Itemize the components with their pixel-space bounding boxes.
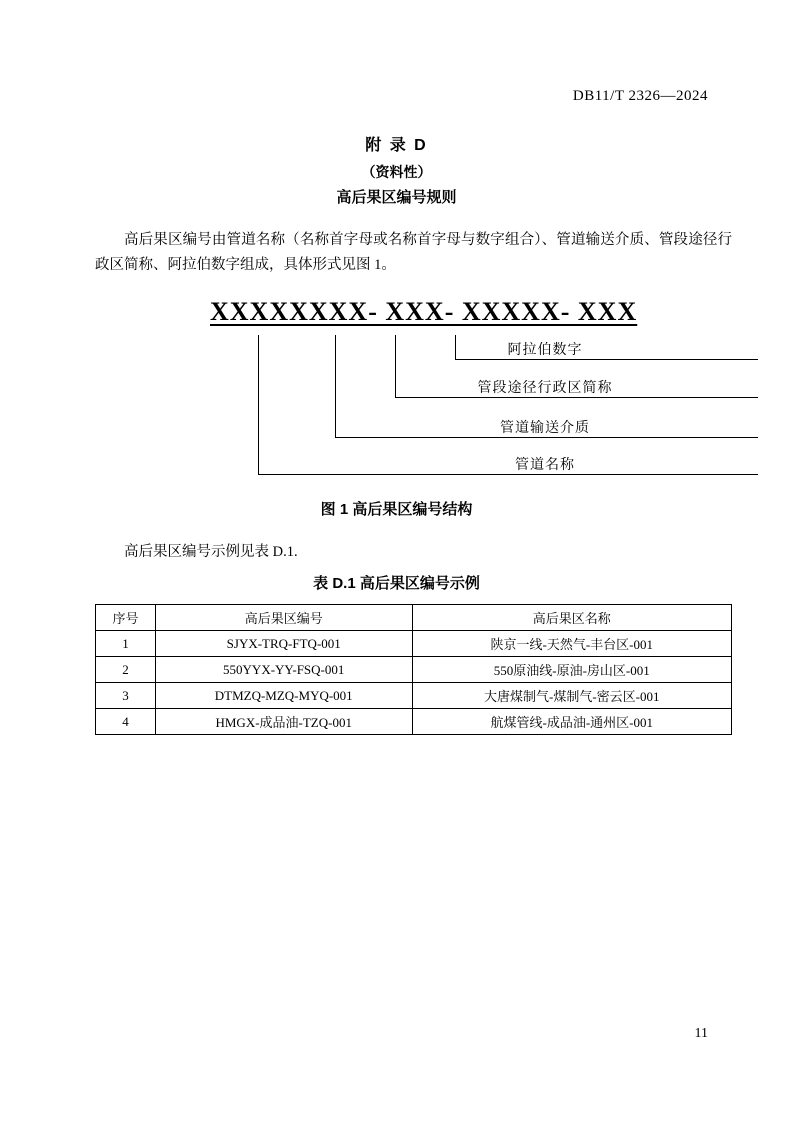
page-number: 11 [694,1026,708,1041]
hca-example-table [95,604,732,735]
table-row [96,631,732,657]
cell-code: SJYX-TRQ-FTQ-001 [155,631,412,657]
intro-paragraph: 高后果区编号由管道名称（名称首字母或名称首字母与数字组合）、管道输送介质、管段途径行政区简称、阿拉伯数字组成，具体形式见图 1。 [95,232,732,273]
cell-no: 1 [96,631,156,657]
cell-no: 3 [96,683,156,709]
cell-code: DTMZQ-MZQ-MYQ-001 [155,683,412,709]
table-row [96,709,732,735]
diagram-label-district: 管段途径行政区简称 [477,381,613,396]
cell-name: 550原油线-原油-房山区-001 [412,657,731,683]
diagram-label-medium: 管道输送介质 [500,421,590,436]
informative-label: （资料性） [361,164,432,180]
cell-no: 2 [96,657,156,683]
cell-code: 550YYX-YY-FSQ-001 [155,657,412,683]
column-header-no: 序号 [96,605,156,631]
cell-name: 航煤管线-成品油-通州区-001 [412,709,731,735]
column-header-code: 高后果区编号 [155,605,412,631]
table-row [96,657,732,683]
table-intro-text: 高后果区编号示例见表 D.1. [124,544,298,560]
section-title: 高后果区编号规则 [336,189,457,206]
numbering-structure-diagram [0,295,793,485]
cell-name: 大唐煤制气-煤制气-密云区-001 [412,683,731,709]
column-header-name: 高后果区名称 [412,605,731,631]
cell-no: 4 [96,709,156,735]
table-header-row [96,605,732,631]
table-caption: 表 D.1 高后果区编号示例 [313,575,480,592]
appendix-title: 附 录 D [365,137,428,154]
diagram-label-arabic-number: 阿拉伯数字 [507,343,583,358]
cell-code: HMGX-成品油-TZQ-001 [155,709,412,735]
figure-caption: 图 1 高后果区编号结构 [320,501,473,518]
diagram-label-pipeline-name: 管道名称 [515,458,575,473]
doc-number: DB11/T 2326—2024 [572,88,708,104]
code-pattern: XXXXXXXX- XXX- XXXXX- XXX [210,297,638,326]
cell-name: 陕京一线-天然气-丰台区-001 [412,631,731,657]
table-row [96,683,732,709]
